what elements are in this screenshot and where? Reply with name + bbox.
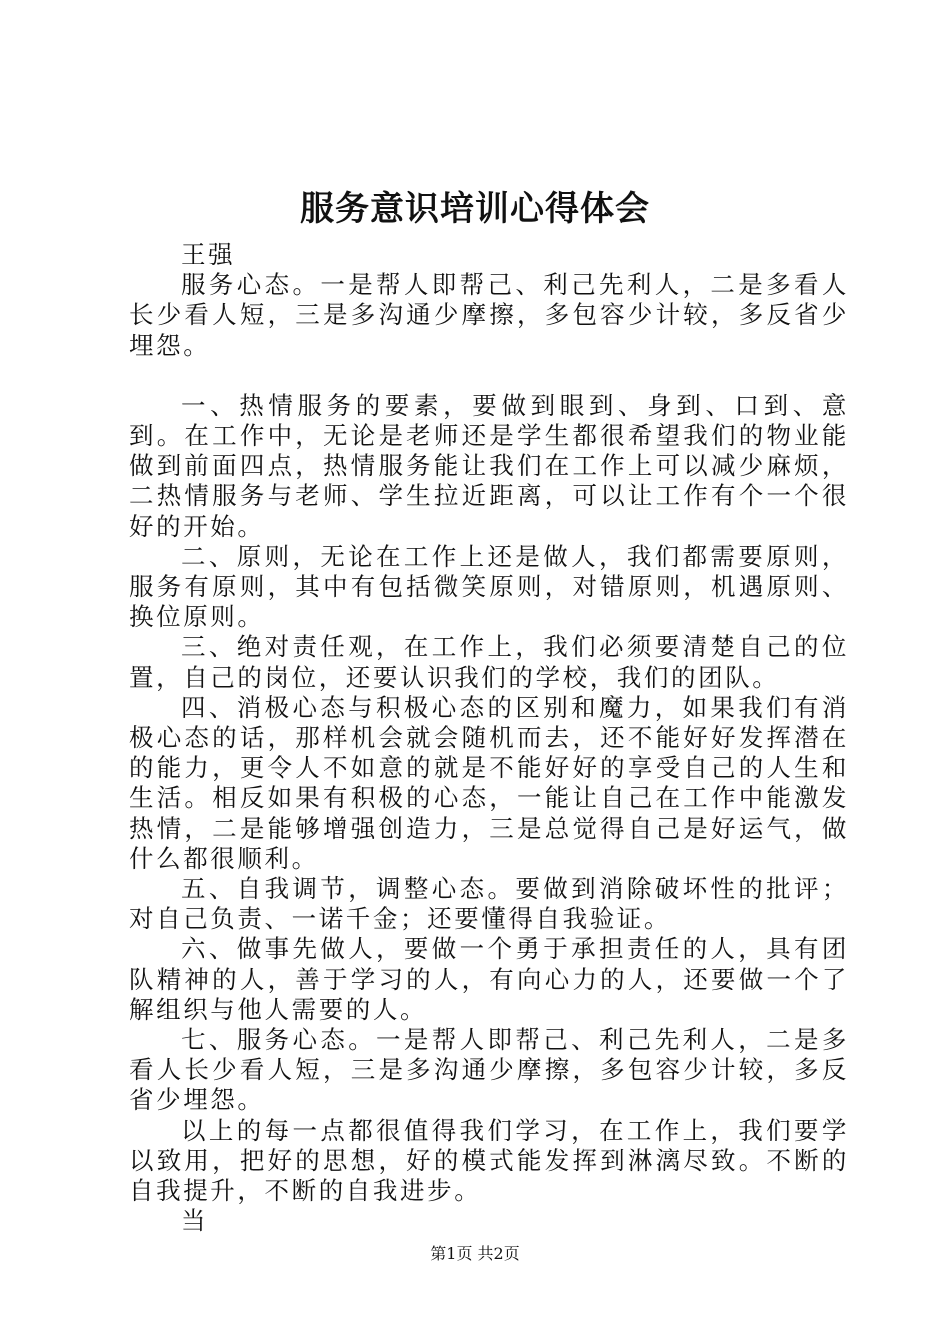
document-title: 服务意识培训心得体会 <box>300 189 650 229</box>
paragraph: 七、服务心态。一是帮人即帮己、利己先利人，二是多看人长少看人短，三是多沟通少摩擦，多包容少计较，多反省少埋怨。 <box>129 1025 849 1115</box>
paragraph: 四、消极心态与积极心态的区别和魔力，如果我们有消极心态的话，那样机会就会随机而去，还不能好好发挥潜在的能力，更令人不如意的就是不能好好的享受自己的人生和生活。相反如果有积极的心态，一能让自己在工作中能激发热情，二是能够增强创造力，三是总觉得自己是好运气，做什么都很顺利。 <box>129 692 849 873</box>
author-line: 王强 <box>181 240 236 269</box>
paragraph: 六、做事先做人，要做一个勇于承担责任的人，具有团队精神的人，善于学习的人，有向心力的人，还要做一个了解组织与他人需要的人。 <box>129 934 849 1024</box>
page-number-footer: 第1页 共2页 <box>430 1244 520 1263</box>
paragraph: 三、绝对责任观，在工作上，我们必须要清楚自己的位置，自己的岗位，还要认识我们的学校，我们的团队。 <box>129 632 849 692</box>
paragraph: 一、热情服务的要素，要做到眼到、身到、口到、意到。在工作中，无论是老师还是学生都很希望我们的物业能做到前面四点，热情服务能让我们在工作上可以减少麻烦，二热情服务与老师、学生拉近距离，可以让工作有个一个很好的开始。 <box>129 390 849 541</box>
paragraph: 五、自我调节，调整心态。要做到消除破坏性的批评；对自己负责、一诺千金；还要懂得自我验证。 <box>129 874 849 934</box>
paragraph: 当 <box>181 1206 209 1236</box>
paragraph: 服务心态。一是帮人即帮己、利己先利人，二是多看人长少看人短，三是多沟通少摩擦，多包容少计较，多反省少埋怨。 <box>129 270 849 360</box>
document-body <box>129 240 849 1237</box>
paragraph: 二、原则，无论在工作上还是做人，我们都需要原则，服务有原则，其中有包括微笑原则，对错原则，机遇原则、换位原则。 <box>129 541 849 632</box>
paragraph: 以上的每一点都很值得我们学习，在工作上，我们要学以致用，把好的思想，好的模式能发挥到淋漓尽致。不断的自我提升，不断的自我进步。 <box>129 1115 849 1206</box>
